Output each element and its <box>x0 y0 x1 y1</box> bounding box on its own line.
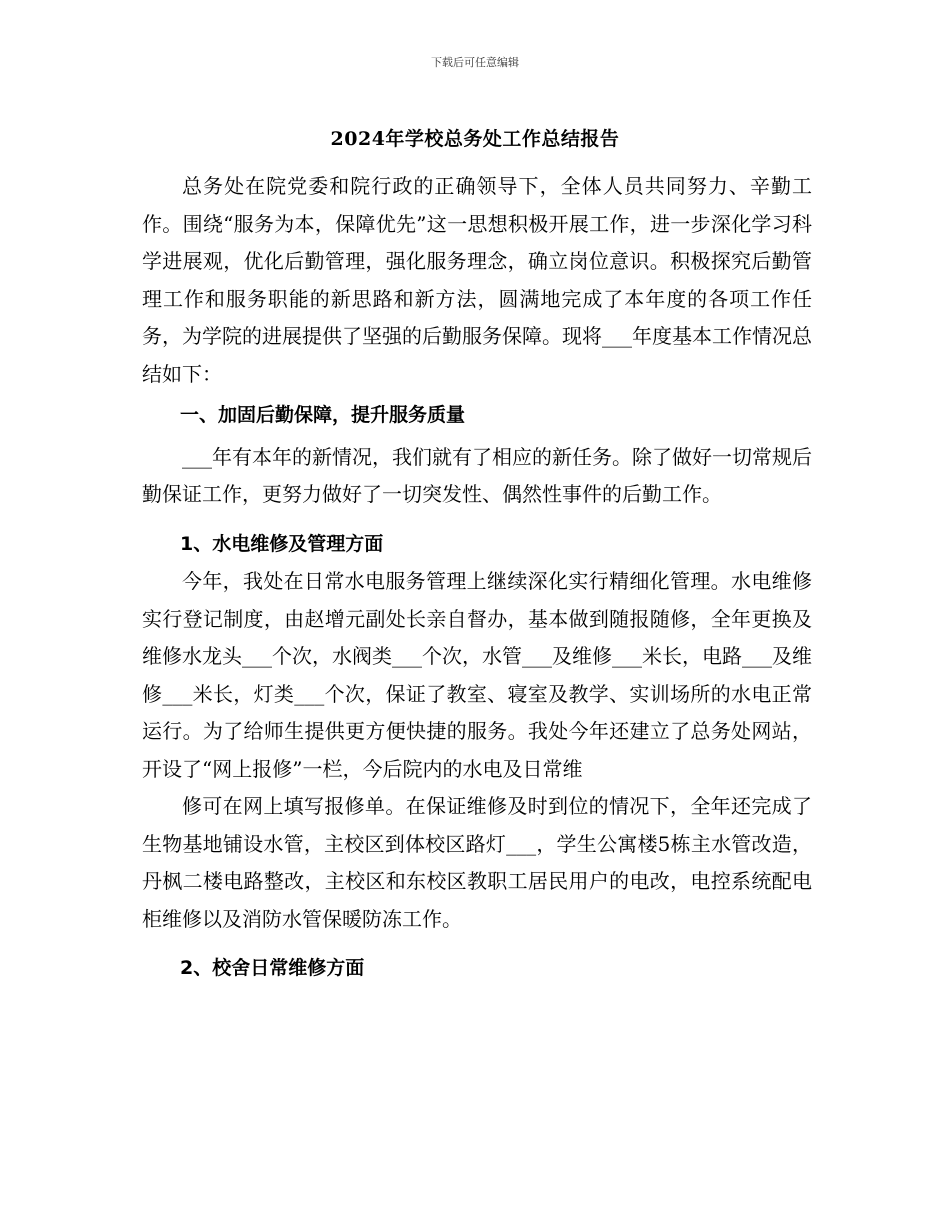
paragraph-section-1: ___年有本年的新情况，我们就有了相应的新任务。除了做好一切常规后勤保证工作，更努力做好了一切突发性、偶然性事件的后勤工作。 <box>142 444 812 506</box>
document-title: 2024年学校总务处工作总结报告 <box>330 128 620 150</box>
subsection-heading-2: 2、校舍日常维修方面 <box>180 957 365 979</box>
document-body <box>142 168 812 988</box>
section-heading-1: 一、加固后勤保障，提升服务质量 <box>180 404 466 426</box>
subsection-heading-1: 1、水电维修及管理方面 <box>180 532 384 555</box>
paragraph-water-electric: 今年，我处在日常水电服务管理上继续深化实行精细化管理。水电维修实行登记制度，由赵增元副处长亲自督办，基本做到随报随修，全年更换及维修水龙头___个次，水阀类___个次，水管___及维修___米长，电路___及维修___米长，灯类___个次，保证了教室、寝室及教学、实训场所的水电正常运行。为了给师生提供更方便快捷的服务。我处今年还建立了总务处网站，开设了“网上报修”一栏，今后院内的水电及日常维 <box>142 569 812 781</box>
paragraph-water-electric-cont: 修可在网上填写报修单。在保证维修及时到位的情况下，全年还完成了生物基地铺设水管，主校区到体校区路灯___，学生公寓楼5栋主水管改造，丹枫二楼电路整改，主校区和东校区教职工居民用户的电改，电控系统配电柜维修以及消防水管保暖防冻工作。 <box>142 794 812 931</box>
paragraph-intro: 总务处在院党委和院行政的正确领导下，全体人员共同努力、辛勤工作。围绕“服务为本，保障优先”这一思想积极开展工作，进一步深化学习科学进展观，优化后勤管理，强化服务理念，确立岗位意识。积极探究后勤管理工作和服务职能的新思路和新方法，圆满地完成了本年度的各项工作任务，为学院的进展提供了坚强的后勤服务保障。现将___年度基本工作情况总结如下： <box>142 174 812 386</box>
header-note: 下载后可任意编辑 <box>431 56 519 69</box>
